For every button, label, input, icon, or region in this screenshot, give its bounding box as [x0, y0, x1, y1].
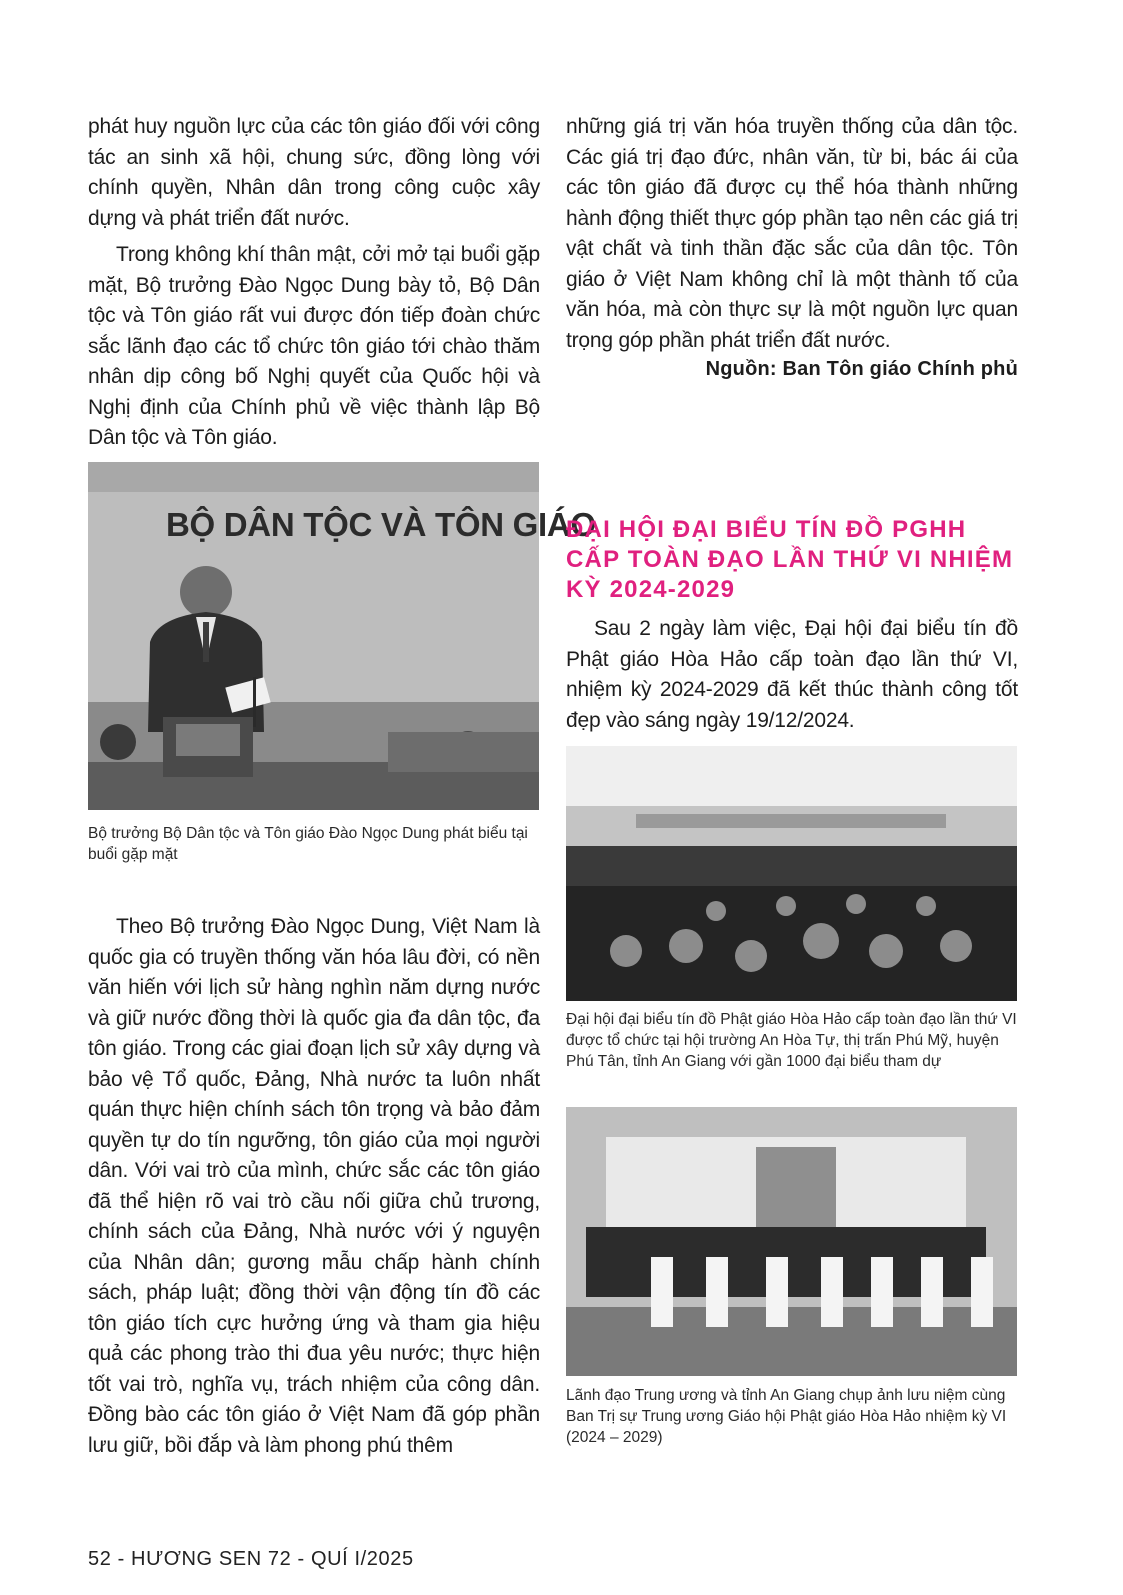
photo-congress-hall [566, 746, 1017, 1001]
photo-caption: Bộ trưởng Bộ Dân tộc và Tôn giáo Đào Ngọc Dung phát biểu tại buổi gặp mặt [88, 825, 528, 863]
photo3-caption-wrap [566, 1385, 1018, 1448]
article2-heading-wrap [566, 515, 1018, 605]
left-top-text [88, 112, 540, 454]
article2-intro [566, 614, 1018, 736]
photo1-caption-wrap [88, 823, 540, 865]
photo2-caption-wrap [566, 1009, 1018, 1072]
left-bottom-text [88, 912, 540, 1461]
source-credit: Nguồn: Ban Tôn giáo Chính phủ [705, 358, 1018, 380]
paragraph: Theo Bộ trưởng Đào Ngọc Dung, Việt Nam là quốc gia có truyền thống văn hóa lâu đời, có nền văn hiến với lịch sử hàng nghìn năm dựng nước và giữ nước đồng thời là quốc gia đa dân tộc, đa tôn giáo. Trong các giai đoạn lịch sử xây dựng và bảo vệ Tổ quốc, Đảng, Nhà nước ta luôn nhất quán thực hiện chính sách tôn trọng và bảo đảm quyền tự do tín ngưỡng, tôn giáo của mọi người dân. Với vai trò của mình, chức sắc các tôn giáo đã thể hiện rõ vai trò cầu nối giữa chủ trương, chính sách của Đảng, Nhà nước với ý nguyện của Nhân dân; gương mẫu chấp hành chính sách, pháp luật; đồng thời vận động tín đồ các tôn giáo tích cực hưởng ứng và tham gia hiệu quả các phong trào thi đua yêu nước; thực hiện tốt vai trò, nghĩa vụ, trách nhiệm của công dân. Đồng bào các tôn giáo ở Việt Nam đã góp phần lưu giữ, bồi đắp và làm phong phú thêm [88, 915, 540, 1457]
article-heading: ĐẠI HỘI ĐẠI BIỂU TÍN ĐỒ PGHH CẤP TOÀN ĐẠO LẦN THỨ VI NHIỆM KỲ 2024-2029 [566, 516, 1014, 603]
photo-minister-speech [88, 462, 596, 810]
page-footer: 52 - HƯƠNG SEN 72 - QUÍ I/2025 [88, 1548, 414, 1570]
photo-caption: Đại hội đại biểu tín đồ Phật giáo Hòa Hảo cấp toàn đạo lần thứ VI được tổ chức tại hội trường An Hòa Tự, thị trấn Phú Mỹ, huyện Phú Tân, tỉnh An Giang với gần 1000 đại biểu tham dự [566, 1011, 1017, 1070]
paragraph: phát huy nguồn lực của các tôn giáo đối với công tác an sinh xã hội, chung sức, đồng lòng với chính quyền, Nhân dân trong công cuộc xây dựng và phát triển đất nước. [88, 115, 540, 230]
photo-group-commemorative [566, 1107, 1017, 1376]
right-top-text [566, 112, 1018, 381]
paragraph: những giá trị văn hóa truyền thống của dân tộc. Các giá trị đạo đức, nhân văn, từ bi, bác ái của các tôn giáo đã được cụ thể hóa thành những hành động thiết thực góp phần tạo nên các giá trị vật chất và tinh thần đặc sắc của dân tộc. Tôn giáo ở Việt Nam không chỉ là một thành tố của văn hóa, mà còn thực sự là một nguồn lực quan trọng góp phần phát triển đất nước. [566, 115, 1018, 352]
photo-caption: Lãnh đạo Trung ương và tỉnh An Giang chụp ảnh lưu niệm cùng Ban Trị sự Trung ương Giáo hội Phật giáo Hòa Hảo nhiệm kỳ VI (2024 – 2029) [566, 1387, 1007, 1446]
paragraph: Trong không khí thân mật, cởi mở tại buổi gặp mặt, Bộ trưởng Đào Ngọc Dung bày tỏ, Bộ Dân tộc và Tôn giáo rất vui được đón tiếp đoàn chức sắc lãnh đạo các tổ chức tôn giáo tới chào thăm nhân dịp công bố Nghị quyết của Quốc hội và Nghị định của Chính phủ về việc thành lập Bộ Dân tộc và Tôn giáo. [88, 243, 540, 449]
paragraph: Sau 2 ngày làm việc, Đại hội đại biểu tín đồ Phật giáo Hòa Hảo cấp toàn đạo lần thứ VI, nhiệm kỳ 2024-2029 đã kết thúc thành công tốt đẹp vào sáng ngày 19/12/2024. [566, 617, 1018, 732]
photo-wall-sign: BỘ DÂN TỘC VÀ TÔN GIÁO [166, 506, 596, 543]
